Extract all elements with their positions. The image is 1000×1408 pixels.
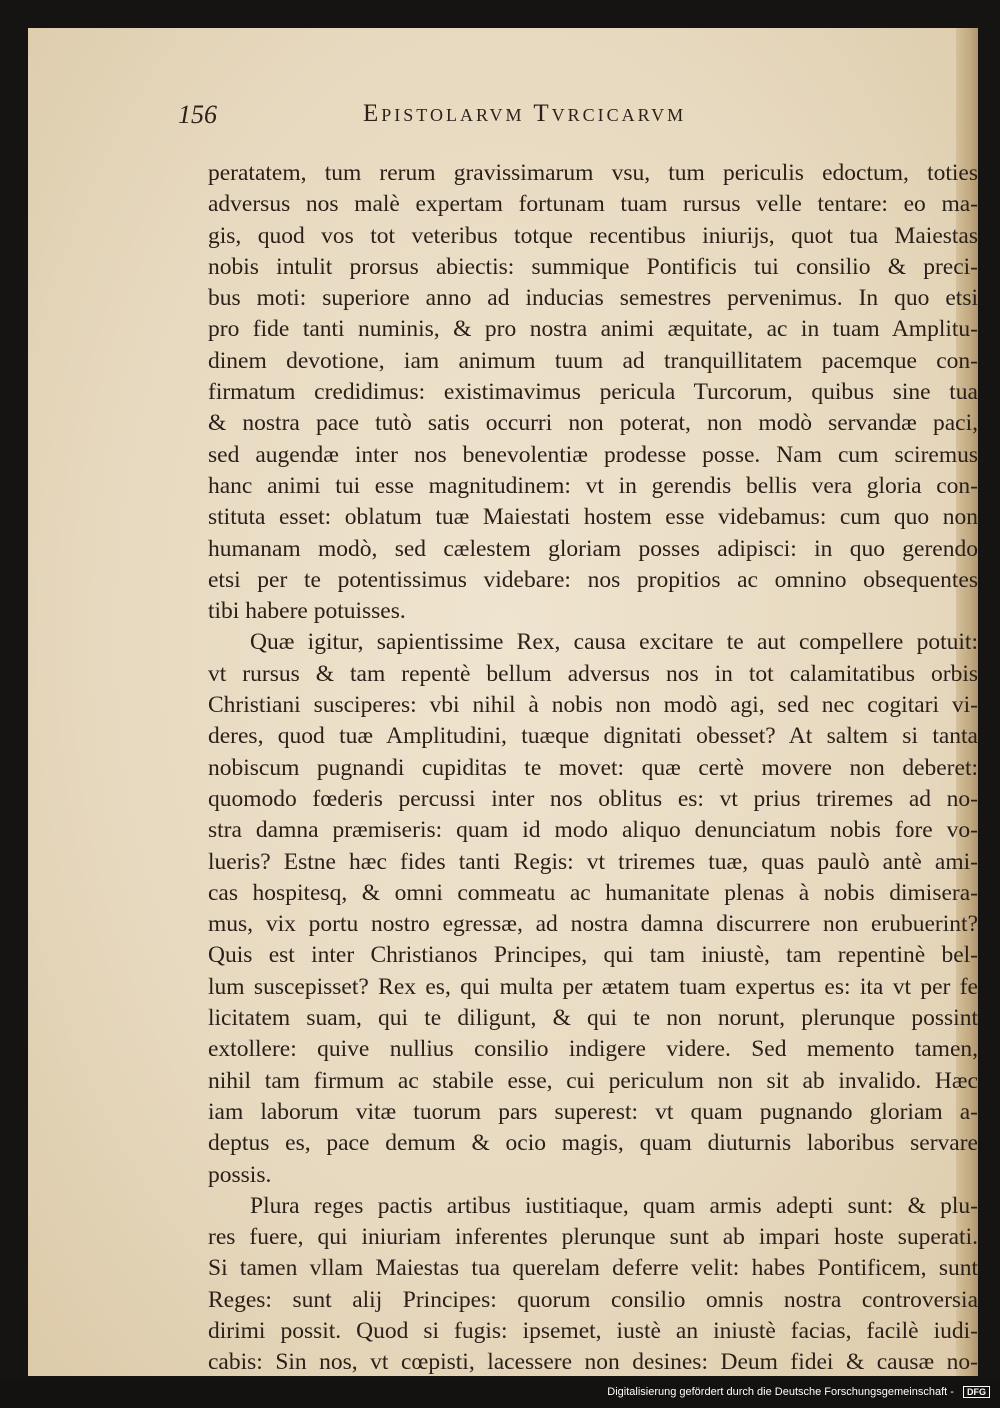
dfg-logo: DFG <box>963 1386 990 1398</box>
text-line: hanc animi tui esse magnitudinem: vt in gerendis bellis vera gloria con- <box>208 472 978 499</box>
page-number: 156 <box>178 100 217 129</box>
text-line: Reges: sunt alij Principes: quorum consilio omnis nostra controversia <box>208 1286 978 1313</box>
text-line: cas hospitesq, & omni commeatu ac humanitate plenas à nobis dimisera- <box>208 879 978 906</box>
text-line: humanam modò, sed cælestem gloriam posses adipisci: in quo gerendo <box>208 535 978 562</box>
text-line: tibi habere potuisses. <box>208 598 406 625</box>
credit-text: Digitalisierung gefördert durch die Deutsche Forschungsgemeinschaft - <box>607 1386 954 1398</box>
text-line: iam laborum vitæ tuorum pars superest: vt quam pugnando gloriam a- <box>208 1098 978 1125</box>
text-line: gis, quod vos tot veteribus totque recentibus iniurijs, quot tua Maiestas <box>208 222 978 249</box>
text-line: firmatum credidimus: existimavimus pericula Turcorum, quibus sine tua <box>208 379 978 406</box>
text-line: Si tamen vllam Maiestas tua querelam deferre velit: habes Pontificem, sunt <box>208 1255 978 1282</box>
text-line: sed augendæ inter nos benevolentiæ prodesse posse. Nam cum sciremus <box>208 441 978 468</box>
text-line: bus moti: superiore anno ad inducias semestres pervenimus. In quo etsi <box>208 285 978 312</box>
text-line: dinem devotione, iam animum tuum ad tranquillitatem pacemque con- <box>208 347 978 374</box>
text-line: nobis intulit prorsus abiectis: summique Pontificis tui consilio & preci- <box>208 253 978 280</box>
text-line: nihil tam firmum ac stabile esse, cui periculum non sit ab invalido. Hæc <box>208 1067 978 1094</box>
text-line: res fuere, qui iniuriam inferentes plerunque sunt ab impari hoste superati. <box>208 1224 978 1251</box>
text-line: quomodo fœderis percussi inter nos oblitus es: vt prius triremes ad no- <box>208 785 978 812</box>
text-line: lum suscepisset? Rex es, qui multa per ætatem tuam expertus es: ita vt per fe <box>208 973 978 1000</box>
text-line: etsi per te potentissimus videbare: nos propitios ac omnino obsequentes <box>208 566 978 593</box>
text-line: nobiscum pugnandi cupiditas te movet: quæ certè movere non deberet: <box>208 754 978 781</box>
text-line: Quis est inter Christianos Principes, qui tam iniustè, tam repentinè bel- <box>208 942 978 969</box>
paragraph-start-line: Plura reges pactis artibus iustitiaque, quam armis adepti sunt: & plu- <box>250 1192 978 1219</box>
digitization-credit <box>607 1386 990 1398</box>
running-title: Epistolarvm Tvrcicarvm <box>363 100 687 127</box>
text-line: lueris? Estne hæc fides tanti Regis: vt triremes tuæ, quas paulò antè ami- <box>208 848 978 875</box>
text-line: deres, quod tuæ Amplitudini, tuæque dignitati obesset? At saltem si tanta <box>208 723 978 750</box>
text-line: stituta esset: oblatum tuæ Maiestati hostem esse videbamus: cum quo non <box>208 504 978 531</box>
text-line: mus, vix portu nostro egressæ, ad nostra damna discurrere non erubuerint? <box>208 911 978 938</box>
text-line: stra damna præmiseris: quam id modo aliquo denunciatum nobis fore vo- <box>208 817 978 844</box>
text-line: Christiani susciperes: vbi nihil à nobis non modò agi, sed nec cogitari vi- <box>208 692 978 719</box>
book-page <box>28 28 978 1376</box>
text-line: extollere: quive nullius consilio indigere videre. Sed memento tamen, <box>208 1036 978 1063</box>
text-line: cabis: Sin nos, vt cœpisti, lacessere non desines: Deum fidei & causæ no- <box>208 1349 978 1376</box>
text-line: & nostra pace tutò satis occurri non poterat, non modò servandæ paci, <box>208 410 978 437</box>
text-line: peratatem, tum rerum gravissimarum vsu, tum periculis edoctum, toties <box>208 160 978 186</box>
text-line: vt rursus & tam repentè bellum adversus nos in tot calamitatibus orbis <box>208 660 978 687</box>
paragraph-start-line: Quæ igitur, sapientissime Rex, causa excitare te aut compellere potuit: <box>250 629 978 656</box>
text-line: adversus nos malè expertam fortunam tuam rursus velle tentare: eo ma- <box>208 191 978 218</box>
text-line: possis. <box>208 1161 272 1188</box>
text-line: deptus es, pace demum & ocio magis, quam diuturnis laboribus servare <box>208 1130 978 1157</box>
body-text <box>208 158 978 1376</box>
text-line: dirimi possit. Quod si fugis: ipsemet, iustè an iniustè facias, facilè iudi- <box>208 1317 978 1344</box>
text-line: licitatem suam, qui te diligunt, & qui te non norunt, plerunque possint <box>208 1005 978 1032</box>
text-line: pro fide tanti numinis, & pro nostra animi æquitate, ac in tuam Amplitu- <box>208 316 978 343</box>
